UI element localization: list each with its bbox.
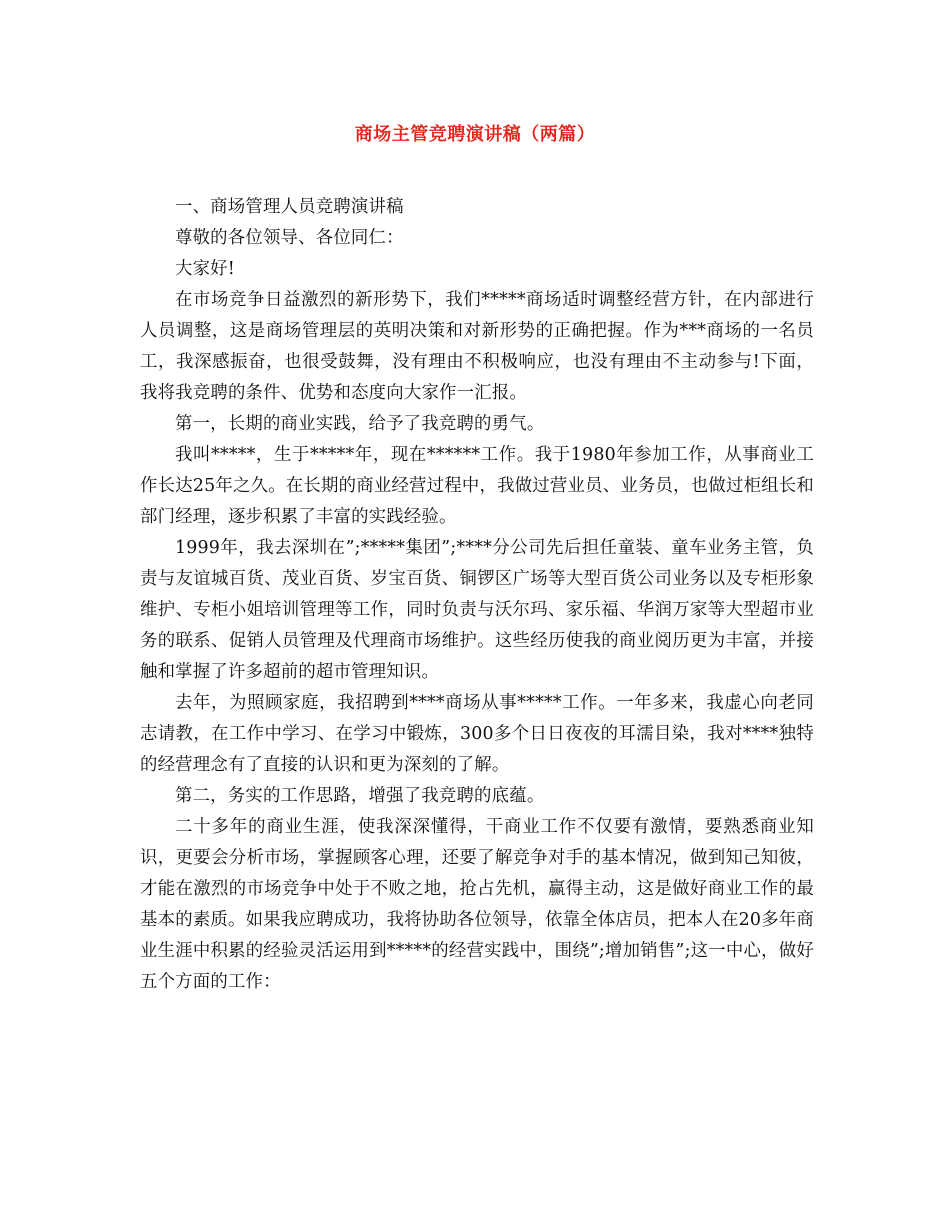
paragraph-last-year: 去年，为照顾家庭，我招聘到****商场从事*****工作。一年多来，我虚心向老同志请教，在工作中学习、在学习中锻炼，300多个日日夜夜的耳濡目染，我对****独特的经营理念有了直接的认识和更为深刻的了解。 xyxy=(140,693,814,775)
document-title: 商场主管竞聘演讲稿（两篇） xyxy=(354,124,596,145)
paragraph-work-plan: 二十多年的商业生涯，使我深深懂得，干商业工作不仅要有激情，要熟悉商业知识，更要会分析市场，掌握顾客心理，还要了解竞争对手的基本情况，做到知己知彼，才能在激烈的市场竞争中处于不败之地，抢占先机，赢得主动，这是做好商业工作的最基本的素质。如果我应聘成功，我将协助各位领导，依靠全体店员，把本人在20多年商业生涯中积累的经验灵活运用到*****的经营实践中，围绕”;增加销售”;这一中心，做好五个方面的工作： xyxy=(140,817,814,992)
salutation: 尊敬的各位领导、各位同仁： xyxy=(175,228,404,248)
paragraph-background: 我叫*****，生于*****年，现在******工作。我于1980年参加工作，从事商业工作长达25年之久。在长期的商业经营过程中，我做过营业员、业务员，也做过柜组长和部门经理，逐步积累了丰富的实践经验。 xyxy=(140,445,814,527)
greeting: 大家好! xyxy=(175,259,235,279)
document-body xyxy=(140,192,814,998)
point-heading-1: 第一，长期的商业实践，给予了我竞聘的勇气。 xyxy=(175,414,545,434)
point-heading-2: 第二，务实的工作思路，增强了我竞聘的底蕴。 xyxy=(175,786,545,806)
paragraph-intro: 在市场竞争日益激烈的新形势下，我们*****商场适时调整经营方针，在内部进行人员调整，这是商场管理层的英明决策和对新形势的正确把握。作为***商场的一名员工，我深感振奋，也很受鼓舞，没有理由不积极响应，也没有理由不主动参与!下面，我将我竞聘的条件、优势和态度向大家作一汇报。 xyxy=(140,290,814,403)
section-heading-1: 一、商场管理人员竞聘演讲稿 xyxy=(175,197,404,217)
paragraph-shenzhen: 1999年，我去深圳在”;*****集团”;****分公司先后担任童装、童车业务主管，负责与友谊城百货、茂业百货、岁宝百货、铜锣区广场等大型百货公司业务以及专柜形象维护、专柜小姐培训管理等工作，同时负责与沃尔玛、家乐福、华润万家等大型超市业务的联系、促销人员管理及代理商市场维护。这些经历使我的商业阅历更为丰富，并接触和掌握了许多超前的超市管理知识。 xyxy=(140,538,814,682)
